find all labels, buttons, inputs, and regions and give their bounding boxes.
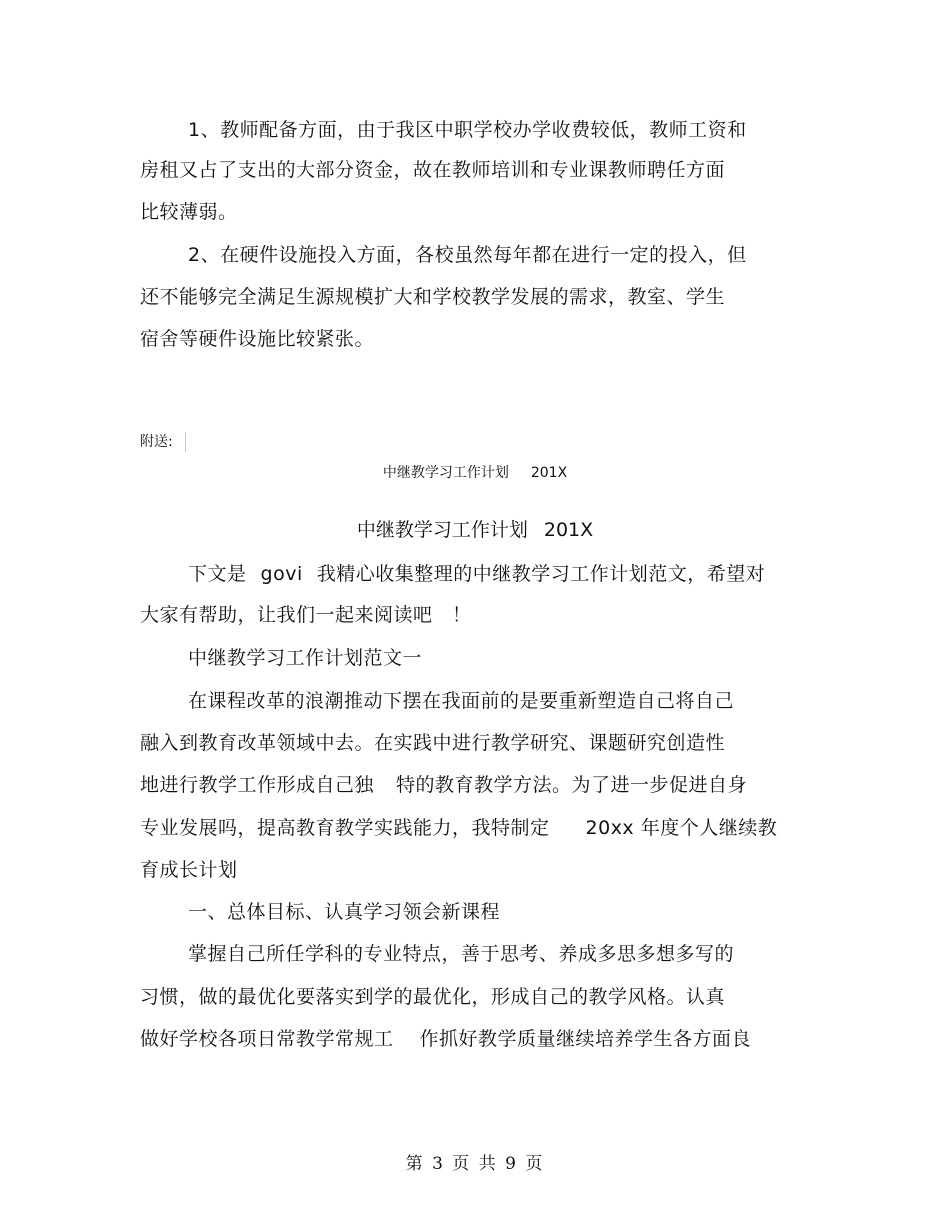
body-1-line-1: 在课程改革的浪潮推动下摆在我面前的是要重新塑造自己将自己 [188, 690, 735, 712]
intro-line-2: 大家有帮助，让我们一起来阅读吧 ！ [140, 604, 472, 626]
sample-heading: 中继教学习工作计划范文一 [188, 647, 423, 669]
intro-text-b: govi [260, 563, 303, 585]
paragraph-1-line-2: 房租又占了支出的大部分资金，故在教师培训和专业课教师聘任方面 [140, 159, 726, 181]
paragraph-2-line-3: 宿舍等硬件设施比较紧张。 [140, 328, 375, 350]
body-2-line-1: 掌握自己所任学科的专业特点，善于思考、养成多思多想多写的 [188, 943, 735, 965]
paragraph-1-line-3: 比较薄弱。 [140, 201, 238, 223]
body-1-line-3-b: 特的教育教学方法。为了进一步促进自身 [396, 774, 748, 796]
body-1-line-4 [140, 816, 777, 840]
page-footer: 第 3 页 共 9 页 [405, 1154, 545, 1174]
paragraph-1-line-1: 1、教师配备方面，由于我区中职学校办学收费较低，教师工资和 [188, 119, 747, 141]
intro-text-c: 我精心收集整理的中继教学习工作计划范文，希望对 [316, 563, 766, 585]
small-title-text: 中继教学习工作计划 [382, 465, 509, 481]
small-title-year: 201X [530, 465, 568, 481]
paragraph-2-line-2: 还不能够完全满足生源规模扩大和学校教学发展的需求，教室、学生 [140, 286, 726, 308]
body-1-line-3-a: 地进行教学工作形成自己独 [140, 774, 375, 796]
attachment-label-text: 附送: [140, 434, 173, 450]
body-2-line-2: 习惯，做的最优化要落实到学的最优化，形成自己的教学风格。认真 [140, 986, 726, 1008]
body-2-line-3-a: 做好学校各项日常教学常规工 [140, 1028, 394, 1050]
small-title [0, 464, 950, 482]
text-cursor [185, 432, 186, 452]
intro-text-a: 下文是 [188, 563, 247, 585]
body-2-line-3-b: 作抓好教学质量继续培养学生各方面良 [419, 1028, 752, 1050]
main-title-year: 201X [543, 519, 594, 541]
body-1-line-4-b: 20xx 年度个人继续教 [585, 817, 778, 839]
paragraph-2-line-1: 2、在硬件设施投入方面，各校虽然每年都在进行一定的投入，但 [188, 244, 747, 266]
goal-heading: 一、总体目标、认真学习领会新课程 [188, 901, 501, 923]
intro-line-1 [188, 562, 765, 586]
body-1-line-2: 融入到教育改革领域中去。在实践中进行教学研究、课题研究创造性 [140, 732, 726, 754]
body-2-line-3 [140, 1027, 751, 1051]
main-title-text: 中继教学习工作计划 [356, 519, 528, 541]
body-1-line-4-a: 专业发展吗，提高教育教学实践能力，我特制定 [140, 817, 550, 839]
body-1-line-3 [140, 773, 747, 797]
main-title [0, 518, 950, 542]
body-1-line-5: 育成长计划 [140, 859, 238, 881]
attachment-label [140, 432, 186, 452]
